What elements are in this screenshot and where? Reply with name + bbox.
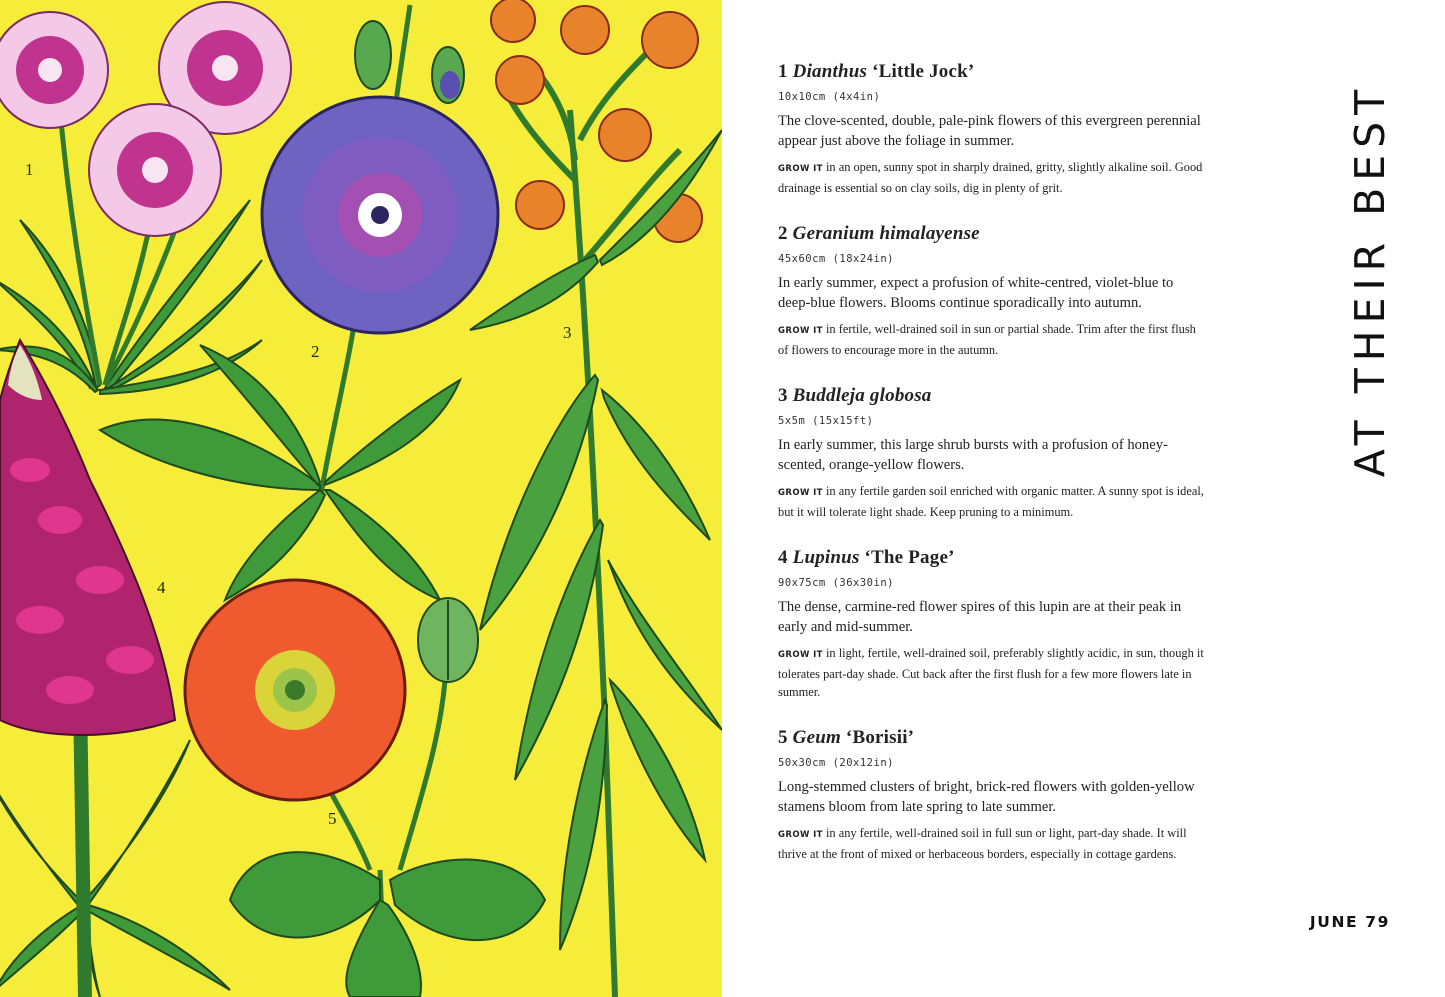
grow-it-label: GROW IT xyxy=(778,326,823,336)
grow-it-text: in fertile, well-drained soil in sun or partial shade. Trim after the first flush of flowers to encourage more in the autumn. xyxy=(778,322,1196,357)
entry-size: 5x5m (15x15ft) xyxy=(778,415,874,427)
buddleja-leaves xyxy=(470,130,722,950)
grow-it-text: in light, fertile, well-drained soil, preferably slightly acidic, in sun, though it tolerates part-day shade. Cut back after the first flush for a few more flowers late in summer. xyxy=(778,646,1204,699)
entry-number: 4 xyxy=(778,547,788,568)
entry-grow-it xyxy=(778,320,1208,359)
entry-grow-it xyxy=(778,824,1208,863)
entry-description: In early summer, this large shrub bursts with a profusion of honey-scented, orange-yellow flowers. xyxy=(778,437,1168,473)
grow-it-text: in any fertile, well-drained soil in full sun or light, part-day shade. It will thrive at the front of mixed or herbaceous borders, especially in cottage gardens. xyxy=(778,826,1187,861)
plant-entry xyxy=(778,726,1208,863)
page-folio: JUNE 79 xyxy=(1309,913,1390,931)
geum-flower xyxy=(185,580,405,800)
entry-grow-it xyxy=(778,482,1208,521)
grow-it-text: in any fertile garden soil enriched with organic matter. A sunny spot is ideal, but it will tolerate light shade. Keep pruning to a minimum. xyxy=(778,484,1204,519)
entry-size: 90x75cm (36x30in) xyxy=(778,577,894,589)
entry-cultivar: ‘Borisii’ xyxy=(845,727,915,748)
botanical-illustration xyxy=(0,0,722,997)
lupinus-spike xyxy=(0,340,175,735)
entry-size: 45x60cm (18x24in) xyxy=(778,253,894,265)
entry-title xyxy=(778,726,1208,750)
entry-number: 5 xyxy=(778,727,788,748)
entry-latin-name: Buddleja globosa xyxy=(792,385,932,406)
illustration-number-2: 2 xyxy=(311,342,320,361)
entry-grow-it xyxy=(778,158,1208,197)
geum-leaves xyxy=(230,852,545,997)
entry-title xyxy=(778,546,1208,570)
entry-description: The clove-scented, double, pale-pink flowers of this evergreen perennial appear just above the foliage in summer. xyxy=(778,113,1201,149)
entry-cultivar: ‘Little Jock’ xyxy=(872,61,975,82)
plant-entry xyxy=(778,60,1208,197)
illustration-number-3: 3 xyxy=(563,323,572,342)
geum-bud xyxy=(418,598,478,682)
lupinus-leaves xyxy=(0,740,230,997)
entry-title xyxy=(778,60,1208,84)
entry-title xyxy=(778,384,1208,408)
plant-entry xyxy=(778,546,1208,702)
entry-latin-name: Geum xyxy=(792,727,841,748)
chapter-title-text: AT THEIR BEST xyxy=(1346,82,1394,478)
entry-number: 2 xyxy=(778,223,788,244)
entry-latin-name: Dianthus xyxy=(792,61,868,82)
plant-entry xyxy=(778,222,1208,359)
geranium-flower xyxy=(262,97,498,333)
chapter-title-vertical xyxy=(1340,60,1400,500)
lupinus-stem xyxy=(80,700,85,997)
entry-cultivar: ‘The Page’ xyxy=(864,547,955,568)
entry-number: 3 xyxy=(778,385,788,406)
geranium-buds xyxy=(355,21,464,103)
dianthus-flowers xyxy=(0,2,291,236)
grow-it-text: in an open, sunny spot in sharply drained, gritty, slightly alkaline soil. Good drainage is essential so on clay soils, dig in plenty of grit. xyxy=(778,160,1203,195)
flowers-artwork xyxy=(0,0,722,997)
entry-description: In early summer, expect a profusion of white-centred, violet-blue to deep-blue flowers. Blooms continue sporadically into autumn. xyxy=(778,275,1174,311)
grow-it-label: GROW IT xyxy=(778,164,823,174)
entry-latin-name: Lupinus xyxy=(792,547,860,568)
entry-latin-name: Geranium himalayense xyxy=(792,223,980,244)
illustration-number-5: 5 xyxy=(328,809,337,828)
entry-description: The dense, carmine-red flower spires of this lupin are at their peak in early and mid-summer. xyxy=(778,599,1182,635)
plant-entry xyxy=(778,384,1208,521)
entry-number: 1 xyxy=(778,61,788,82)
illustration-number-4: 4 xyxy=(157,578,166,597)
entry-size: 50x30cm (20x12in) xyxy=(778,757,894,769)
entry-size: 10x10cm (4x4in) xyxy=(778,91,881,103)
entry-description: Long-stemmed clusters of bright, brick-red flowers with golden-yellow stamens bloom from late spring to late summer. xyxy=(778,779,1195,815)
grow-it-label: GROW IT xyxy=(778,830,823,840)
entry-title xyxy=(778,222,1208,246)
grow-it-label: GROW IT xyxy=(778,488,823,498)
illustration-number-1: 1 xyxy=(25,160,34,179)
grow-it-label: GROW IT xyxy=(778,650,823,660)
entry-grow-it xyxy=(778,644,1208,702)
